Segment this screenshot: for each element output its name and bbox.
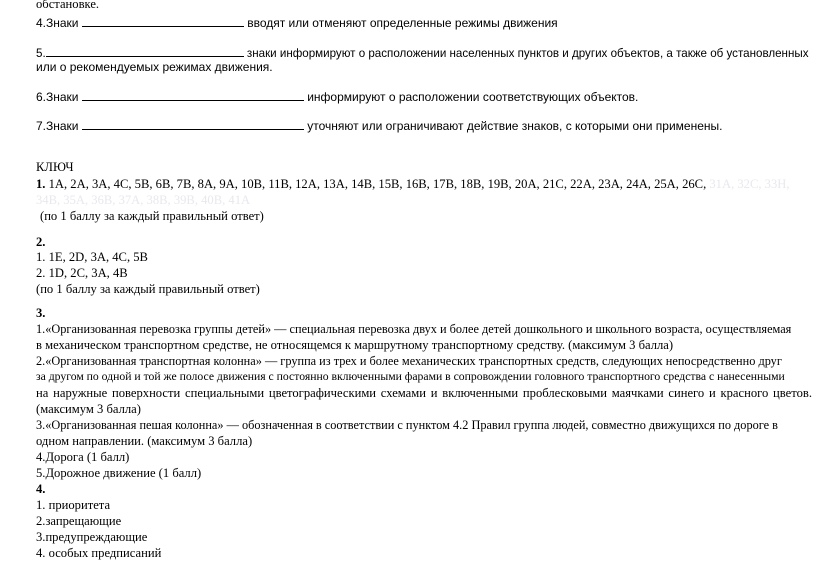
key-section-3-definition-3b: одном направлении. (максимум 3 балла) [36, 434, 253, 448]
question-7 [36, 118, 722, 134]
key-section-3-definition-2d: (максимум 3 балла) [36, 402, 141, 416]
question-5-text: знаки информируют о расположении населенных пунктов и других объектов, а также об установленных [246, 47, 809, 60]
answer-blank[interactable] [82, 15, 244, 27]
key-section-2-number: 2. [36, 235, 46, 249]
key-section-3-definition-3a: 3.«Организованная пешая колонна» — обозначенная в соответствии с пунктом 4.2 Правил группа людей, совместно движущихся по дороге в [36, 418, 778, 432]
question-6 [36, 89, 638, 105]
answer-blank[interactable] [82, 89, 304, 101]
question-4-number: 4.Знаки [36, 16, 79, 30]
key-section-3-definition-1a: 1.«Организованная перевозка группы детей» — специальная перевозка двух и более детей дошкольного и школьного возраста, осуществляемая [36, 322, 792, 336]
question-tail: обстановке. [36, 0, 100, 11]
answer-blank[interactable] [82, 118, 304, 130]
question-5-number: 5. [36, 47, 46, 60]
question-6-number: 6.Знаки [36, 90, 79, 104]
key-section-2-score: (по 1 баллу за каждый правильный ответ) [36, 282, 260, 296]
key-title: КЛЮЧ [36, 160, 74, 174]
key-section-3-definition-1b: в механическом транспортном средстве, не относящемся к маршрутному транспортному средству. (максимум 3 балла) [36, 338, 674, 352]
key-section-3-definition-2b: за другом по одной и той же полосе движения с постоянно включенными фарами в сопровождении головного транспортного средства с нанесенными [36, 370, 785, 383]
key-section-4-item-4: 4. особых предписаний [36, 546, 162, 560]
key-section-1-number: 1. [36, 177, 46, 191]
key-section-1-faint-answers: 31А, 32С, 33Н, [709, 177, 790, 191]
key-section-2-line-1: 1. 1Е, 2D, 3А, 4С, 5В [36, 250, 148, 264]
key-section-1 [36, 176, 790, 192]
key-section-4-item-1: 1. приоритета [36, 498, 111, 512]
key-section-3-number: 3. [36, 306, 46, 320]
key-section-1-faint-continued: 34В, 35А, 36В, 37А, 38В, 39В, 40В, 41А [36, 193, 251, 207]
key-section-3-definition-2c: на наружные поверхности специальными цветографическими схемами и включенными проблесковыми маячками синего и красного цветов. [36, 386, 812, 400]
key-section-4-item-3: 3.предупреждающие [36, 530, 148, 544]
question-6-text: информируют о расположении соответствующих объектов. [307, 90, 639, 104]
question-4 [36, 15, 558, 31]
key-section-4-item-2: 2.запрещающие [36, 514, 122, 528]
key-section-1-answers: 1А, 2А, 3А, 4С, 5В, 6В, 7В, 8А, 9А, 10В, 11В, 12А, 13А, 14В, 15В, 16В, 17В, 18В, 19В, 20А, 21С, 22А, 23А, 24А, 25А, 26С, [48, 177, 707, 191]
key-section-3-definition-2a: 2.«Организованная транспортная колонна» — группа из трех и более механических транспортных средств, следующих непосредственно друг [36, 354, 782, 368]
key-section-1-score: (по 1 баллу за каждый правильный ответ) [40, 209, 264, 223]
question-5-continued: или о рекомендуемых режимах движения. [36, 60, 273, 74]
answer-blank[interactable] [46, 45, 244, 57]
question-7-text: уточняют или ограничивают действие знаков, с которыми они применены. [307, 119, 723, 133]
key-section-4-number: 4. [36, 482, 46, 496]
key-section-3-item-4: 4.Дорога (1 балл) [36, 450, 130, 464]
question-4-text: вводят или отменяют определенные режимы движения [247, 16, 558, 30]
key-section-3-item-5: 5.Дорожное движение (1 балл) [36, 466, 202, 480]
key-section-2-line-2: 2. 1D, 2С, 3А, 4В [36, 266, 128, 280]
question-7-number: 7.Знаки [36, 119, 79, 133]
